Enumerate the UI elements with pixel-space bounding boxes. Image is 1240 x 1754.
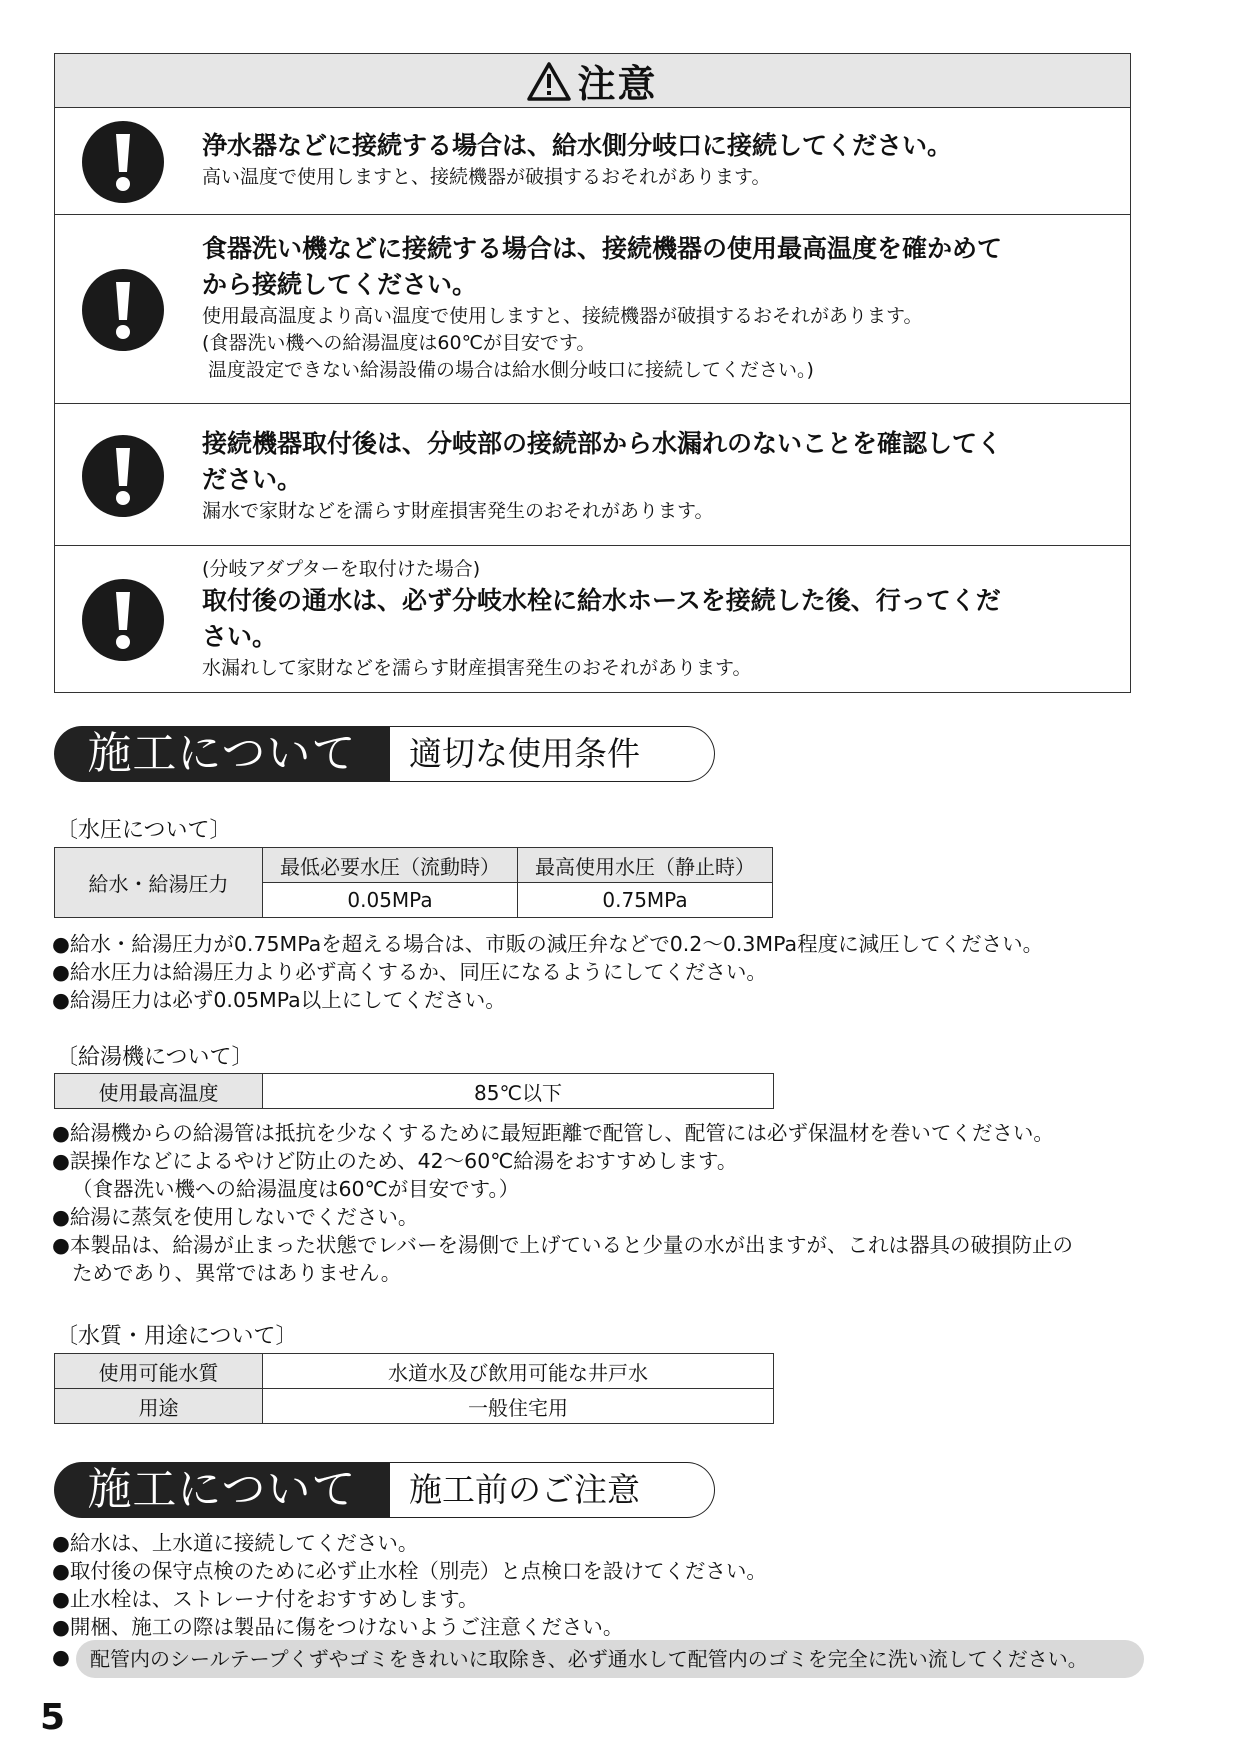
caution-pre: (分岐アダプターを取付けた場合): [202, 558, 481, 580]
heater-table: [54, 1073, 774, 1109]
caution-sub: 温度設定できない給湯設備の場合は給水側分岐口に接続してください。): [202, 359, 814, 381]
table-cell: 85℃以下: [263, 1074, 774, 1109]
quality-table: [54, 1353, 774, 1424]
caution-text: [202, 128, 1090, 191]
bullet-dot: ●: [52, 1645, 70, 1669]
caution-main-cont: ださい。: [202, 465, 303, 494]
caution-item: [55, 546, 1130, 693]
exclamation-icon: [81, 120, 165, 204]
row-header: 使用可能水質: [55, 1354, 263, 1389]
list-item: ●止水栓は、ストレーナ付をおすすめします。: [52, 1587, 479, 1611]
caution-item: [55, 404, 1130, 546]
caution-sub: 水漏れして家財などを濡らす財産損害発生のおそれがあります。: [202, 657, 752, 679]
caution-text: [202, 426, 1090, 525]
list-item: ●給水・給湯圧力が0.75MPaを超える場合は、市販の減圧弁などで0.2～0.3MPa程度に減圧してください。: [52, 932, 1044, 956]
section-header-light: 適切な使用条件: [387, 726, 715, 782]
row-header: 用途: [55, 1389, 263, 1424]
water-pressure-notes: [52, 930, 1043, 1014]
caution-title-text: 注意: [577, 62, 658, 106]
caution-box: [54, 53, 1131, 693]
exclamation-icon: [81, 578, 165, 662]
column-header: 最低必要水圧（流動時）: [263, 848, 518, 883]
list-item: ●開梱、施工の際は製品に傷をつけないようご注意ください。: [52, 1615, 624, 1639]
caution-item: [55, 108, 1130, 215]
list-item: ●取付後の保守点検のために必ず止水栓（別売）と点検口を設けてください。: [52, 1559, 767, 1583]
column-header: 最高使用水圧（静止時）: [518, 848, 773, 883]
exclamation-icon: [81, 434, 165, 518]
table-cell: 0.05MPa: [263, 883, 518, 918]
list-item: ●給湯圧力は必ず0.05MPa以上にしてください。: [52, 988, 506, 1012]
pre-construction-notes: [52, 1529, 767, 1641]
list-item-note: （食器洗い機への給湯温度は60℃が目安です。）: [72, 1177, 520, 1201]
table-cell: 0.75MPa: [518, 883, 773, 918]
table-cell: 一般住宅用: [263, 1389, 774, 1424]
caution-main: 浄水器などに接続する場合は、給水側分岐口に接続してください。: [202, 131, 953, 160]
list-item: ●給水圧力は給湯圧力より必ず高くするか、同圧になるようにしてください。: [52, 960, 767, 984]
water-pressure-table: [54, 847, 773, 918]
list-item: ●給湯に蒸気を使用しないでください。: [52, 1205, 419, 1229]
caution-main-cont: から接続してください。: [202, 270, 478, 299]
list-item: ●誤操作などによるやけど防止のため、42～60℃給湯をおすすめします。: [52, 1149, 738, 1173]
row-header: 給水・給湯圧力: [55, 848, 263, 918]
caution-text: [202, 231, 1090, 384]
highlight-note: [52, 1640, 1147, 1678]
caution-main-cont: さい。: [202, 622, 278, 651]
caution-item: [55, 215, 1130, 404]
caution-main: 接続機器取付後は、分岐部の接続部から水漏れのないことを確認してく: [202, 429, 1003, 458]
list-item: ●給水は、上水道に接続してください。: [52, 1531, 419, 1555]
caution-sub: 高い温度で使用しますと、接続機器が破損するおそれがあります。: [202, 166, 771, 188]
list-item: ●本製品は、給湯が止まった状態でレバーを湯側で上げていると少量の水が出ますが、これは器具の破損防止の: [52, 1233, 1073, 1257]
section-header-dark: 施工について: [54, 726, 390, 782]
caution-main: 取付後の通水は、必ず分岐水栓に給水ホースを接続した後、行ってくだ: [202, 586, 1001, 615]
caution-text: [202, 556, 1090, 682]
caution-sub: 使用最高温度より高い温度で使用しますと、接続機器が破損するおそれがあります。: [202, 305, 923, 327]
warning-triangle-icon: [527, 61, 571, 101]
caution-sub: (食器洗い機への給湯温度は60℃が目安です。: [202, 332, 596, 354]
quality-label: 〔水質・用途について〕: [56, 1324, 298, 1349]
section-header-dark: 施工について: [54, 1462, 390, 1518]
caution-sub: 漏水で家財などを濡らす財産損害発生のおそれがあります。: [202, 500, 714, 522]
page-number: 5: [40, 1697, 66, 1738]
highlight-note-text: 配管内のシールテープくずやゴミをきれいに取除き、必ず通水して配管内のゴミを完全に洗い流してください。: [76, 1640, 1144, 1678]
section-header-light: 施工前のご注意: [387, 1462, 715, 1518]
list-item: ●給湯機からの給湯管は抵抗を少なくするために最短距離で配管し、配管には必ず保温材を巻いてください。: [52, 1121, 1054, 1145]
caution-title: [55, 54, 1130, 108]
caution-main: 食器洗い機などに接続する場合は、接続機器の使用最高温度を確かめて: [202, 234, 1003, 263]
table-cell: 水道水及び飲用可能な井戸水: [263, 1354, 774, 1389]
heater-label: 〔給湯機について〕: [56, 1045, 254, 1070]
list-item-cont: ためであり、異常ではありません。: [72, 1261, 402, 1285]
water-pressure-label: 〔水圧について〕: [56, 818, 232, 843]
exclamation-icon: [81, 268, 165, 352]
row-header: 使用最高温度: [55, 1074, 263, 1109]
heater-notes: [52, 1119, 1073, 1287]
